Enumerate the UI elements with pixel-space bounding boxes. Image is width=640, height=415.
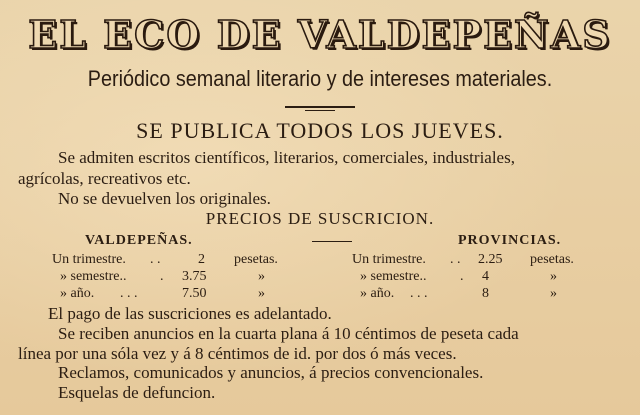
notice-line-1-cont: agrícolas, recreativos etc. bbox=[18, 169, 191, 188]
prices-divider bbox=[312, 241, 352, 242]
terms-notices: Reclamos, comunicados y anuncios, á precios convencionales. bbox=[58, 363, 484, 382]
notice-line-1: Se admiten escritos científicos, literarios, comerciales, industriales, bbox=[58, 148, 515, 167]
price-label: Un trimestre. bbox=[52, 252, 126, 267]
terms-ads-line-2: línea por una sóla vez y á 8 céntimos de id. por dos ó más veces. bbox=[18, 344, 457, 363]
prices-title: PRECIOS DE SUSCRICION. bbox=[205, 209, 435, 228]
price-unit: pesetas. bbox=[530, 252, 574, 267]
price-unit: » bbox=[550, 269, 557, 284]
terms-payment: El pago de las suscriciones es adelantado. bbox=[48, 304, 332, 323]
provincias-header: PROVINCIAS. bbox=[458, 233, 562, 248]
price-label: » semestre.. bbox=[60, 269, 127, 284]
masthead-title: EL ECO DE VALDEPEÑAS bbox=[28, 12, 612, 57]
price-unit: » bbox=[258, 269, 265, 284]
price-label: » año. bbox=[360, 286, 395, 301]
price-unit: pesetas. bbox=[234, 252, 278, 267]
publication-notice-heading: SE PUBLICA TODOS LOS JUEVES. bbox=[136, 118, 504, 143]
ornamental-rule bbox=[285, 106, 355, 108]
terms-obituaries: Esquelas de defuncion. bbox=[58, 383, 216, 402]
price-label: » semestre.. bbox=[360, 269, 427, 284]
price-unit: » bbox=[258, 286, 265, 301]
price-dots: . . . bbox=[120, 286, 138, 301]
price-dots: . bbox=[460, 269, 464, 284]
masthead-subtitle: Periódico semanal literario y de intereses materiales. bbox=[87, 66, 553, 91]
price-dots: . bbox=[160, 269, 164, 284]
price-value: 2 bbox=[198, 252, 205, 267]
price-value: 3.75 bbox=[182, 269, 207, 284]
price-label: » año. bbox=[60, 286, 95, 301]
price-value: 8 bbox=[482, 286, 489, 301]
price-dots: . . bbox=[450, 252, 461, 267]
price-value: 2.25 bbox=[478, 252, 503, 267]
price-value: 7.50 bbox=[182, 286, 207, 301]
price-label: Un trimestre. bbox=[352, 252, 426, 267]
valdepenas-header: VALDEPEÑAS. bbox=[85, 233, 193, 248]
price-value: 4 bbox=[482, 269, 489, 284]
price-dots: . . bbox=[150, 252, 161, 267]
terms-ads-line-1: Se reciben anuncios en la cuarta plana á 10 céntimos de peseta cada bbox=[58, 324, 519, 343]
notice-line-2: No se devuelven los originales. bbox=[58, 189, 271, 208]
price-unit: » bbox=[550, 286, 557, 301]
price-dots: . . . bbox=[410, 286, 428, 301]
